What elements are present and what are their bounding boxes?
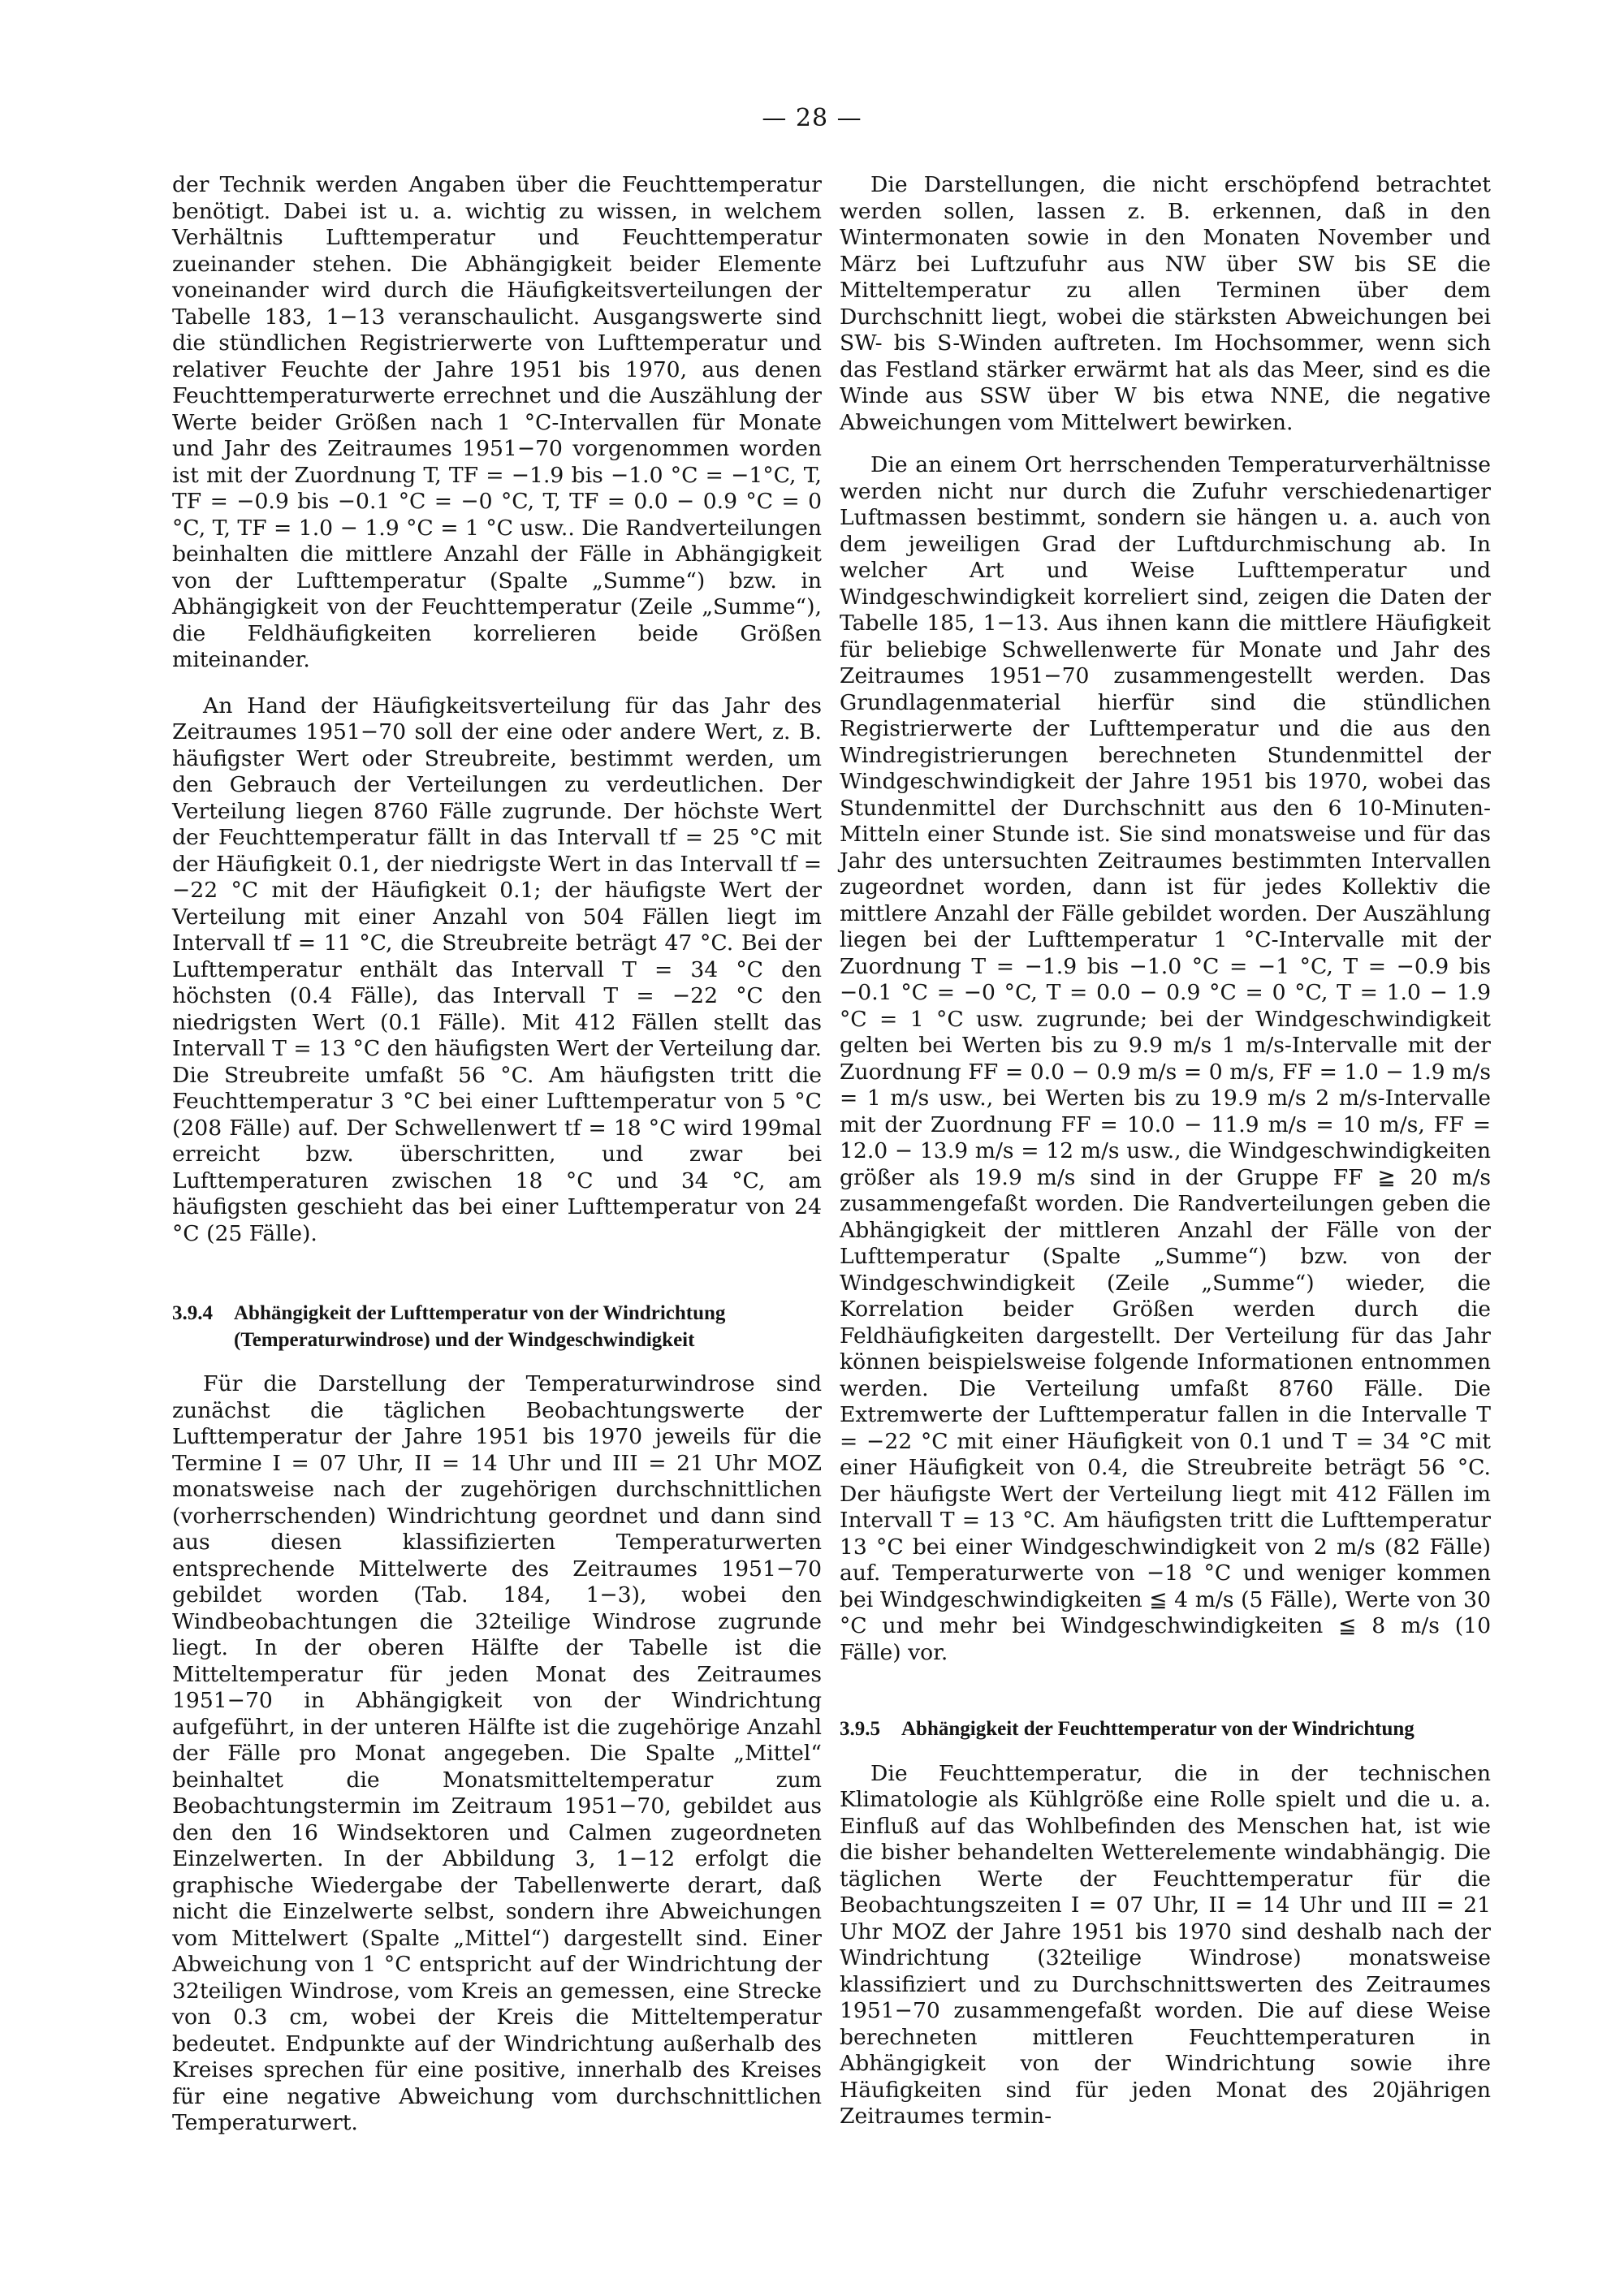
section-number: 3.9.4 [172,1302,213,1324]
paragraph: An Hand der Häufigkeitsverteilung für das Jahr des Zeitraumes 1951−70 soll der eine oder andere Wert, z. B. häufigster Wert oder Streubreite, bestimmt werden, um den Gebrauch der Verteilungen zu verdeutlichen. Der Verteilung liegen 8760 Fälle zugrunde. Der höchste Wert der Feuchttemperatur fällt in das Intervall tf = 25 °C mit der Häufigkeit 0.1, der niedrigste Wert in das Intervall tf = −22 °C mit der Häufigkeit 0.1; der häufigste Wert der Verteilung mit einer Anzahl von 504 Fällen liegt im Intervall tf = 11 °C, die Streubreite beträgt 47 °C. Bei der Lufttemperatur enthält das Intervall T = 34 °C den höchsten (0.4 Fälle), das Intervall T = −22 °C den niedrigsten Wert (0.1 Fälle). Mit 412 Fällen stellt das Intervall T = 13 °C den häufigsten Wert der Verteilung dar. Die Streubreite umfaßt 56 °C. Am häufigsten tritt die Feuchttemperatur 3 °C bei einer Lufttemperatur von 5 °C (208 Fälle) auf. Der Schwellenwert tf = 18 °C wird 199mal erreicht bzw. überschritten, und zwar bei Lufttemperaturen zwischen 18 °C und 34 °C, am häufigsten geschieht das bei einer Lufttemperatur von 24 °C (25 Fälle). [172,693,822,1246]
left-column [172,172,822,2137]
paragraph: Für die Darstellung der Temperaturwindrose sind zunächst die täglichen Beobachtungswerte der Lufttemperatur der Jahre 1951 bis 1970 jeweils für die Termine I = 07 Uhr, II = 14 Uhr und III = 21 Uhr MOZ monatsweise nach der zugehörigen durchschnittlichen (vorherrschenden) Windrichtung geordnet und dann sind aus diesen klassifizierten Temperaturwerten entsprechende Mittelwerte des Zeitraumes 1951−70 gebildet worden (Tab. 184, 1−3), wobei den Windbeobachtungen die 32teilige Windrose zugrunde liegt. In der oberen Hälfte der Tabelle ist die Mitteltemperatur für jeden Monat des Zeitraumes 1951−70 in Abhängigkeit von der Windrichtung aufgeführt, in der unteren Hälfte ist die zugehörige Anzahl der Fälle pro Monat angegeben. Die Spalte „Mittel“ beinhaltet die Monatsmitteltemperatur zum Beobachtungstermin im Zeitraum 1951−70, gebildet aus den den 16 Windsektoren und Calmen zugeordneten Einzelwerten. In der Abbildung 3, 1−12 erfolgt die graphische Wiedergabe der Tabellenwerte derart, daß nicht die Einzelwerte selbst, sondern ihre Abweichungen vom Mittelwert (Spalte „Mittel“) dargestellt sind. Einer Abweichung von 1 °C entspricht auf der Windrichtung der 32teiligen Windrose, vom Kreis an gemessen, eine Strecke von 0.3 cm, wobei der Kreis die Mitteltemperatur bedeutet. Endpunkte auf der Windrichtung außerhalb des Kreises sprechen für eine positive, innerhalb des Kreises für eine negative Abweichung vom durchschnittlichen Temperaturwert. [172,1371,822,2135]
section-heading-3-9-5 [840,1716,1491,1743]
right-column [840,172,1491,2130]
paragraph: Die Darstellungen, die nicht erschöpfend betrachtet werden sollen, lassen z. B. erkennen, daß in den Wintermonaten sowie in den Monaten November und März bei Luftzufuhr aus NW über SW bis SE die Mitteltemperatur zu allen Terminen über dem Durchschnitt liegt, wobei die stärksten Abweichungen bei SW- bis S-Winden auftreten. Im Hochsommer, wenn sich das Festland stärker erwärmt hat als das Meer, sind es die Winde aus SSW über W bis etwa NNE, die negative Abweichungen vom Mittelwert bewirken. [840,172,1491,435]
section-title: Abhängigkeit der Feuchttemperatur von der Windrichtung [901,1718,1415,1740]
section-heading-3-9-4 [172,1301,822,1353]
paragraph: der Technik werden Angaben über die Feuchttemperatur benötigt. Dabei ist u. a. wichtig zu wissen, in welchem Verhältnis Lufttemperatur und Feuchttemperatur zueinander stehen. Die Abhängigkeit beider Elemente voneinander wird durch die Häufigkeitsverteilungen der Tabelle 183, 1−13 veranschaulicht. Ausgangswerte sind die stündlichen Registrierwerte von Lufttemperatur und relativer Feuchte der Jahre 1951 bis 1970, aus denen Feuchttemperaturwerte errechnet und die Auszählung der Werte beider Größen nach 1 °C-Intervallen für Monate und Jahr des Zeitraumes 1951−70 vorgenommen worden ist mit der Zuordnung T, TF = −1.9 bis −1.0 °C = −1°C, T, TF = −0.9 bis −0.1 °C = −0 °C, T, TF = 0.0 − 0.9 °C = 0 °C, T, TF = 1.0 − 1.9 °C = 1 °C usw.. Die Randverteilungen beinhalten die mittlere Anzahl der Fälle in Abhängigkeit von der Lufttemperatur (Spalte „Summe“) bzw. in Abhängigkeit von der Feuchttemperatur (Zeile „Summe“), die Feldhäufigkeiten korrelieren beide Größen miteinander. [172,172,822,672]
section-number: 3.9.5 [840,1718,880,1740]
paragraph: Die Feuchttemperatur, die in der technischen Klimatologie als Kühlgröße eine Rolle spielt und die u. a. Einfluß auf das Wohlbefinden des Menschen hat, ist wie die bisher behandelten Wetterelemente windabhängig. Die täglichen Werte der Feuchttemperatur für die Beobachtungszeiten I = 07 Uhr, II = 14 Uhr und III = 21 Uhr MOZ der Jahre 1951 bis 1970 sind deshalb nach der Windrichtung (32teilige Windrose) monatsweise klassifiziert und zu Durchschnittswerten des Zeitraumes 1951−70 zusammengefaßt worden. Die auf diese Weise berechneten mittleren Feuchttemperaturen in Abhängigkeit von der Windrichtung sowie ihre Häufigkeiten sind für jeden Monat des 20jährigen Zeitraumes termin- [840,1760,1491,2129]
section-title: Abhängigkeit der Lufttemperatur von der Windrichtung (Temperaturwindrose) und der Windgeschwindigkeit [234,1302,726,1351]
paragraph: Die an einem Ort herrschenden Temperaturverhältnisse werden nicht nur durch die Zufuhr verschiedenartiger Luftmassen bestimmt, sondern sie hängen u. a. auch von dem jeweiligen Grad der Luftdurchmischung ab. In welcher Art und Weise Lufttemperatur und Windgeschwindigkeit korreliert sind, zeigen die Daten der Tabelle 185, 1−13. Aus ihnen kann die mittlere Häufigkeit für beliebige Schwellenwerte für Monate und Jahr des Zeitraumes 1951−70 zusammengestellt werden. Das Grundlagenmaterial hierfür sind die stündlichen Registrierwerte der Lufttemperatur und die aus den Windregistrierungen berechneten Stundenmittel der Windgeschwindigkeit der Jahre 1951 bis 1970, wobei das Stundenmittel der Durchschnitt aus den 6 10-Minuten-Mitteln einer Stunde ist. Sie sind monatsweise und für das Jahr des untersuchten Zeitraumes bestimmten Intervallen zugeordnet worden, dann ist für jedes Kollektiv die mittlere Anzahl der Fälle gebildet worden. Der Auszählung liegen bei der Lufttemperatur 1 °C-Intervalle mit der Zuordnung T = −1.9 bis −1.0 °C = −1 °C, T = −0.9 bis −0.1 °C = −0 °C, T = 0.0 − 0.9 °C = 0 °C, T = 1.0 − 1.9 °C = 1 °C usw. zugrunde; bei der Windgeschwindigkeit gelten bei Werten bis zu 9.9 m/s 1 m/s-Intervalle mit der Zuordnung FF = 0.0 − 0.9 m/s = 0 m/s, FF = 1.0 − 1.9 m/s = 1 m/s usw., bei Werten bis zu 19.9 m/s 2 m/s-Intervalle mit der Zuordnung FF = 10.0 − 11.9 m/s = 10 m/s, FF = 12.0 − 13.9 m/s = 12 m/s usw., die Windgeschwindigkeiten größer als 19.9 m/s sind in der Gruppe FF ≧ 20 m/s zusammengefaßt worden. Die Randverteilungen geben die Abhängigkeit der mittleren Anzahl der Fälle von der Lufttemperatur (Spalte „Summe“) bzw. von der Windgeschwindigkeit (Zeile „Summe“) wieder, die Korrelation beider Größen werden durch die Feldhäufigkeiten dargestellt. Der Verteilung für das Jahr können beispielsweise folgende Informationen entnommen werden. Die Verteilung umfaßt 8760 Fälle. Die Extremwerte der Lufttemperatur fallen in die Intervalle T = −22 °C mit einer Häufigkeit von 0.1 und T = 34 °C mit einer Häufigkeit von 0.4, die Streubreite beträgt 56 °C. Der häufigste Wert der Verteilung liegt mit 412 Fällen im Intervall T = 13 °C. Am häufigsten tritt die Lufttemperatur 13 °C bei einer Windgeschwindigkeit von 2 m/s (82 Fälle) auf. Temperaturwerte von −18 °C und weniger kommen bei Windgeschwindigkeiten ≦ 4 m/s (5 Fälle), Werte von 30 °C und mehr bei Windgeschwindigkeiten ≦ 8 m/s (10 Fälle) vor. [840,452,1491,1665]
page-number: — 28 — [762,104,862,132]
